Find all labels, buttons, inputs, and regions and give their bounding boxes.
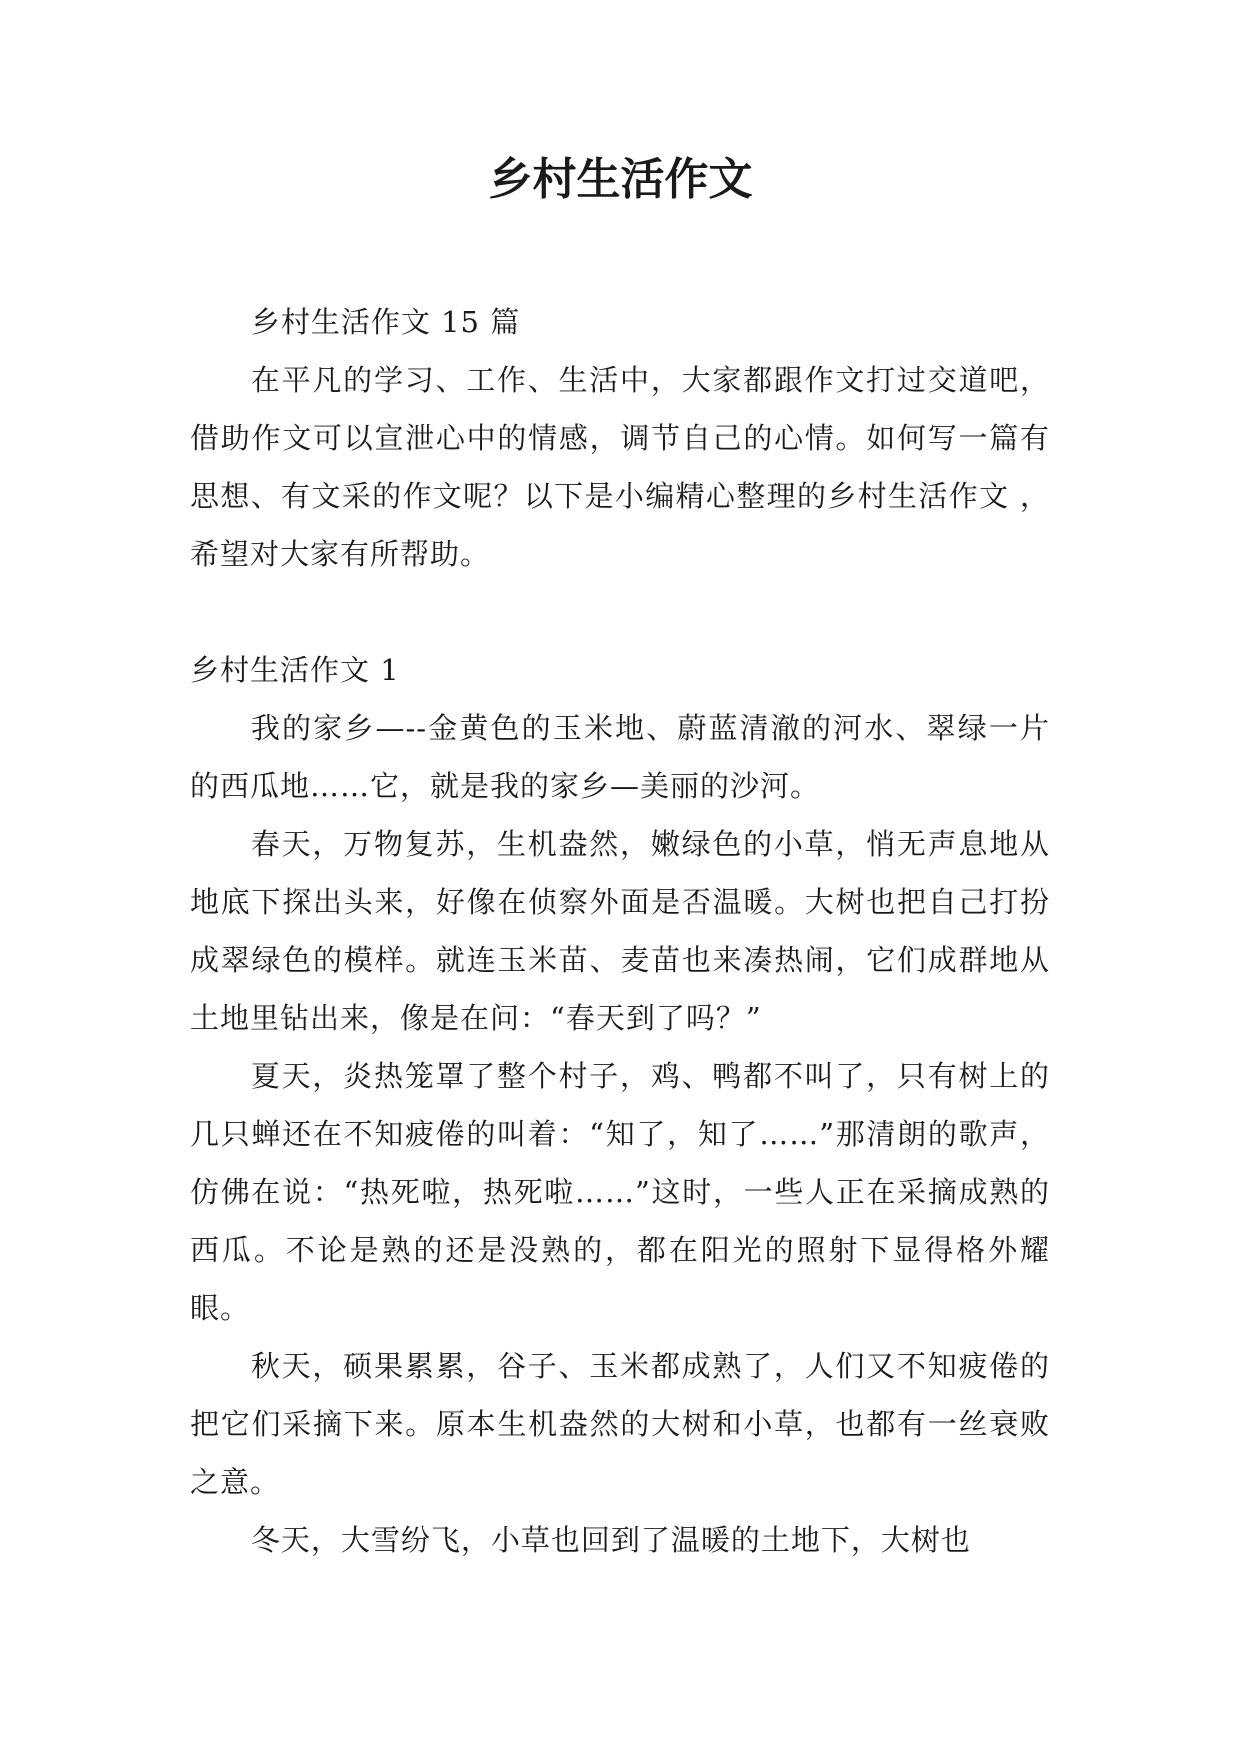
section-heading: 乡村生活作文 1 bbox=[190, 653, 400, 687]
body-paragraph: 春天，万物复苏，生机盎然，嫩绿色的小草，悄无声息地从地底下探出头来，好像在侦察外面是否温暖。大树也把自己打扮成翠绿色的模样。就连玉米苗、麦苗也来凑热闹，它们成群地从土地里钻出来，像是在问：“春天到了吗？” bbox=[190, 827, 1050, 1035]
document-title: 乡村生活作文 bbox=[488, 154, 753, 205]
intro-paragraph: 在平凡的学习、工作、生活中，大家都跟作文打过交道吧，借助作文可以宣泄心中的情感，调节自己的心情。如何写一篇有思想、有文采的作文呢？以下是小编精心整理的乡村生活作文 ，希望对大家有所帮助。 bbox=[190, 363, 1050, 571]
body-paragraph: 秋天，硕果累累，谷子、玉米都成熟了，人们又不知疲倦的把它们采摘下来。原本生机盎然的大树和小草，也都有一丝衰败之意。 bbox=[190, 1349, 1050, 1499]
subtitle-paragraph: 乡村生活作文 15 篇 bbox=[250, 305, 521, 339]
body-paragraph: 我的家乡—--金黄色的玉米地、蔚蓝清澈的河水、翠绿一片的西瓜地……它，就是我的家乡—美丽的沙河。 bbox=[190, 711, 1050, 803]
body-paragraph: 夏天，炎热笼罩了整个村子，鸡、鸭都不叫了，只有树上的几只蝉还在不知疲倦的叫着：“知了，知了……”那清朗的歌声，仿佛在说：“热死啦，热死啦……”这时，一些人正在采摘成熟的西瓜。不论是熟的还是没熟的，都在阳光的照射下显得格外耀眼。 bbox=[190, 1059, 1050, 1325]
document-body bbox=[190, 293, 1050, 1569]
body-paragraph: 冬天，大雪纷飞，小草也回到了温暖的土地下，大树也 bbox=[250, 1523, 971, 1557]
